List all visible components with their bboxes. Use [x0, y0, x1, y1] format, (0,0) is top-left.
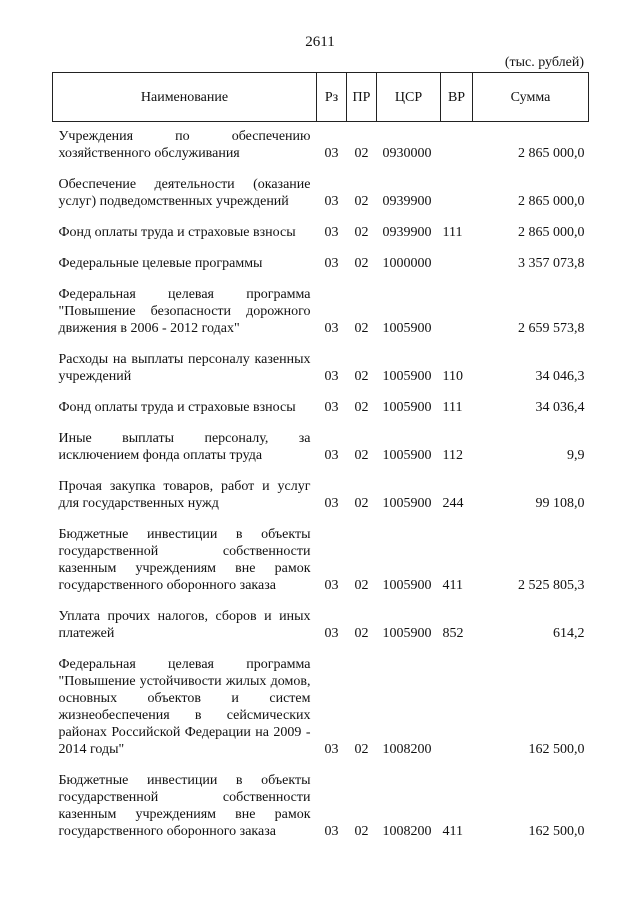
row-pr: 02 — [354, 496, 369, 511]
table-row — [53, 393, 589, 424]
table-row — [53, 424, 589, 472]
row-sum: 162 500,0 — [528, 824, 585, 839]
row-name: Федеральная целевая программа "Повышение устойчивости жилых домов, основных объектов и систем жизнеобеспечения в сейсмических районах Российской Федерации на 2009 - 2014 годы" — [58, 657, 311, 757]
row-vr: 244 — [442, 496, 464, 511]
row-rz: 03 — [324, 626, 339, 641]
header-sum: Сумма — [473, 73, 589, 122]
row-csr: 1008200 — [382, 824, 432, 839]
row-name: Учреждения по обеспечению хозяйственного обслуживания — [58, 129, 311, 161]
row-vr — [441, 170, 473, 218]
row-pr: 02 — [354, 225, 369, 240]
row-name: Фонд оплаты труда и страховые взносы — [58, 225, 296, 240]
row-name: Расходы на выплаты персоналу казенных учреждений — [58, 352, 311, 384]
row-sum: 2 865 000,0 — [518, 225, 585, 240]
header-name: Наименование — [53, 73, 317, 122]
row-pr: 02 — [354, 321, 369, 336]
row-vr: 112 — [442, 448, 463, 463]
row-name: Фонд оплаты труда и страховые взносы — [58, 400, 296, 415]
row-vr — [441, 249, 473, 280]
row-csr: 1005900 — [382, 400, 432, 415]
table-header-row — [53, 73, 589, 122]
row-vr: 111 — [442, 225, 463, 240]
row-vr: 111 — [442, 400, 463, 415]
row-csr: 1005900 — [382, 578, 432, 593]
row-name: Прочая закупка товаров, работ и услуг для государственных нужд — [58, 479, 311, 511]
row-vr — [441, 650, 473, 766]
header-csr: ЦСР — [377, 73, 441, 122]
row-rz: 03 — [324, 400, 339, 415]
row-rz: 03 — [324, 146, 339, 161]
row-rz: 03 — [324, 742, 339, 757]
row-sum: 34 046,3 — [535, 369, 585, 384]
row-vr: 411 — [442, 824, 463, 839]
table-row — [53, 122, 589, 171]
row-pr: 02 — [354, 448, 369, 463]
header-vr: ВР — [441, 73, 473, 122]
row-name: Иные выплаты персоналу, за исключением фонда оплаты труда — [58, 431, 311, 463]
row-rz: 03 — [324, 578, 339, 593]
row-sum: 614,2 — [553, 626, 585, 641]
row-name: Федеральная целевая программа "Повышение безопасности дорожного движения в 2006 - 2012 годах" — [58, 287, 311, 336]
row-sum: 2 865 000,0 — [518, 146, 585, 161]
row-rz: 03 — [324, 369, 339, 384]
row-pr: 02 — [354, 400, 369, 415]
row-sum: 2 659 573,8 — [518, 321, 585, 336]
row-name: Бюджетные инвестиции в объекты государственной собственности казенным учреждениям вне рамок государственного оборонного заказа — [58, 527, 311, 593]
header-rz: Рз — [317, 73, 347, 122]
table-row — [53, 249, 589, 280]
row-vr — [441, 280, 473, 345]
row-pr: 02 — [354, 742, 369, 757]
row-csr: 1000000 — [382, 256, 432, 271]
row-pr: 02 — [354, 146, 369, 161]
row-rz: 03 — [324, 496, 339, 511]
row-sum: 162 500,0 — [528, 742, 585, 757]
table-row — [53, 218, 589, 249]
table-row — [53, 472, 589, 520]
row-sum: 2 865 000,0 — [518, 194, 585, 209]
row-csr: 0930000 — [382, 146, 432, 161]
row-rz: 03 — [324, 321, 339, 336]
table-row — [53, 602, 589, 650]
table-row — [53, 170, 589, 218]
row-rz: 03 — [324, 225, 339, 240]
row-csr: 1008200 — [382, 742, 432, 757]
row-name: Обеспечение деятельности (оказание услуг) подведомственных учреждений — [58, 177, 311, 209]
row-sum: 34 036,4 — [535, 400, 585, 415]
page-number: 2611 — [305, 34, 335, 50]
row-name: Бюджетные инвестиции в объекты государственной собственности казенным учреждениям вне рамок государственного оборонного заказа — [58, 773, 311, 839]
row-name: Уплата прочих налогов, сборов и иных платежей — [58, 609, 311, 641]
table-row — [53, 650, 589, 766]
units-label: (тыс. рублей) — [504, 55, 584, 70]
row-rz: 03 — [324, 194, 339, 209]
row-rz: 03 — [324, 256, 339, 271]
row-csr: 0939900 — [382, 225, 432, 240]
row-pr: 02 — [354, 824, 369, 839]
row-vr: 852 — [442, 626, 464, 641]
budget-table — [52, 72, 589, 848]
table-row — [53, 280, 589, 345]
row-csr: 1005900 — [382, 369, 432, 384]
row-sum: 3 357 073,8 — [518, 256, 585, 271]
row-csr: 1005900 — [382, 448, 432, 463]
row-csr: 1005900 — [382, 626, 432, 641]
row-csr: 1005900 — [382, 321, 432, 336]
row-vr: 110 — [442, 369, 463, 384]
row-csr: 1005900 — [382, 496, 432, 511]
row-rz: 03 — [324, 824, 339, 839]
table-row — [53, 520, 589, 602]
row-name: Федеральные целевые программы — [58, 256, 263, 271]
row-pr: 02 — [354, 194, 369, 209]
row-vr: 411 — [442, 578, 463, 593]
row-pr: 02 — [354, 369, 369, 384]
row-pr: 02 — [354, 256, 369, 271]
header-pr: ПР — [347, 73, 377, 122]
row-rz: 03 — [324, 448, 339, 463]
row-sum: 99 108,0 — [535, 496, 585, 511]
row-pr: 02 — [354, 626, 369, 641]
row-vr — [441, 122, 473, 171]
row-csr: 0939900 — [382, 194, 432, 209]
row-sum: 9,9 — [567, 448, 585, 463]
table-row — [53, 345, 589, 393]
row-pr: 02 — [354, 578, 369, 593]
table-row — [53, 766, 589, 848]
row-sum: 2 525 805,3 — [518, 578, 585, 593]
